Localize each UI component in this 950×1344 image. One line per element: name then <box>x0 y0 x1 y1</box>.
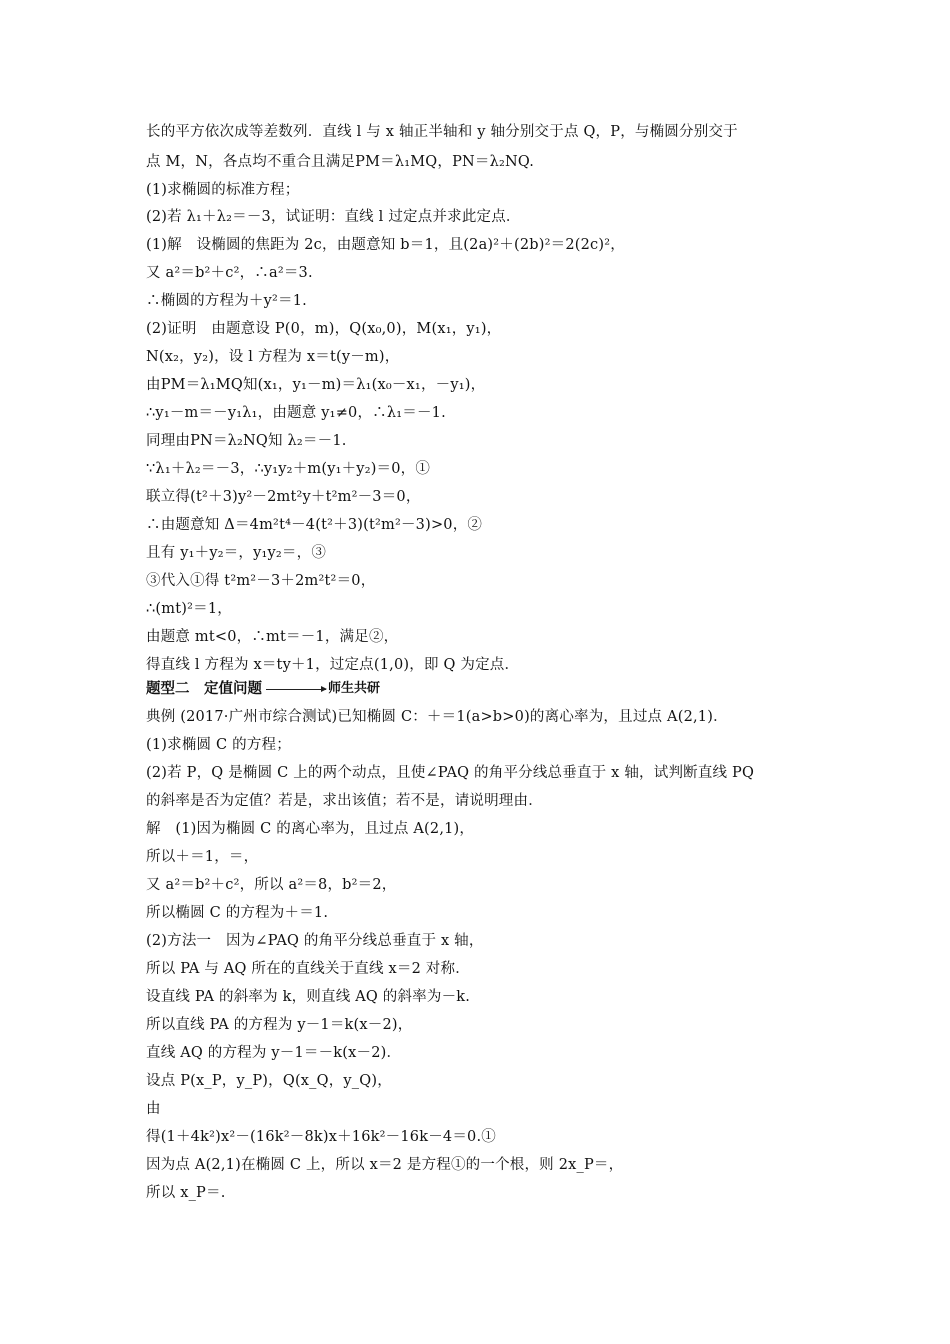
text-line: ∵λ₁＋λ₂＝－3，∴y₁y₂＋m(y₁＋y₂)＝0，① <box>146 461 431 477</box>
text-line: ∴y₁－m＝－y₁λ₁，由题意 y₁≠0，∴λ₁＝－1. <box>146 405 446 421</box>
text-line: 解 (1)因为椭圆 C 的离心率为，且过点 A(2,1)， <box>146 821 475 837</box>
text-line: 且有 y₁＋y₂＝，y₁y₂＝，③ <box>146 545 327 561</box>
text-line: 典例 (2017·广州市综合测试)已知椭圆 C：＋＝1(a>b>0)的离心率为，且过点 A(2,1)． <box>146 709 728 725</box>
section-tag: 师生共研 <box>328 681 381 696</box>
text-line: 设直线 PA 的斜率为 k，则直线 AQ 的斜率为－k. <box>146 989 471 1005</box>
text-line: 由PM＝λ₁MQ知(x₁，y₁－m)＝λ₁(x₀－x₁，－y₁)， <box>146 377 486 393</box>
text-line: 又 a²＝b²＋c²，∴a²＝3. <box>146 265 313 281</box>
text-line: (2)方法一 因为∠PAQ 的角平分线总垂直于 x 轴， <box>146 933 484 949</box>
text-line: 得(1＋4k²)x²－(16k²－8k)x＋16k²－16k－4＝0.① <box>146 1129 496 1145</box>
text-line: 所以直线 PA 的方程为 y－1＝k(x－2)， <box>146 1017 413 1033</box>
text-line: N(x₂，y₂)，设 l 方程为 x＝t(y－m)， <box>146 349 400 365</box>
text-line: (1)求椭圆 C 的方程； <box>146 737 291 753</box>
text-line: (2)若 P，Q 是椭圆 C 上的两个动点，且使∠PAQ 的角平分线总垂直于 x 轴，试判断直线 PQ <box>146 765 755 781</box>
text-line: 同理由PN＝λ₂NQ知 λ₂＝－1. <box>146 433 347 449</box>
text-line: ③代入①得 t²m²－3＋2m²t²＝0， <box>146 573 376 589</box>
text-line: 联立得(t²＋3)y²－2mt²y＋t²m²－3＝0， <box>146 489 421 505</box>
section-heading <box>146 679 380 699</box>
text-line: 所以 PA 与 AQ 所在的直线关于直线 x＝2 对称． <box>146 961 470 977</box>
text-line: (2)若 λ₁＋λ₂＝－3，试证明：直线 l 过定点并求此定点． <box>146 209 521 225</box>
section-title: 题型二 定值问题 <box>146 681 262 697</box>
text-line: 所以 x_P＝. <box>146 1185 226 1201</box>
text-line: (2)证明 由题意设 P(0，m)，Q(x₀,0)，M(x₁，y₁)， <box>146 321 502 337</box>
text-line: 长的平方依次成等差数列．直线 l 与 x 轴正半轴和 y 轴分别交于点 Q，P，与椭圆分别交于 <box>146 124 738 140</box>
text-line: 得直线 l 方程为 x＝ty＋1，过定点(1,0)，即 Q 为定点． <box>146 657 520 673</box>
text-line: (1)求椭圆的标准方程； <box>146 182 300 198</box>
text-line: (1)解 设椭圆的焦距为 2c，由题意知 b＝1，且(2a)²＋(2b)²＝2(2c)²， <box>146 237 625 253</box>
text-line: 因为点 A(2,1)在椭圆 C 上，所以 x＝2 是方程①的一个根，则 2x_P＝， <box>146 1157 624 1173</box>
text-line: 由题意 mt<0，∴mt＝－1，满足②， <box>146 629 399 645</box>
text-line: ∴(mt)²＝1， <box>146 601 232 617</box>
text-line: 所以＋＝1，＝， <box>146 849 259 865</box>
text-line: 设点 P(x_P，y_P)，Q(x_Q，y_Q)， <box>146 1073 392 1089</box>
text-line: ∴椭圆的方程为＋y²＝1. <box>146 293 307 309</box>
text-line: ∴由题意知 Δ＝4m²t⁴－4(t²＋3)(t²m²－3)>0，② <box>146 517 483 533</box>
text-line: 由 <box>146 1101 161 1117</box>
text-line: 直线 AQ 的方程为 y－1＝－k(x－2)． <box>146 1045 402 1061</box>
arrow-icon <box>266 689 326 690</box>
text-line: 的斜率是否为定值？若是，求出该值；若不是，请说明理由． <box>146 793 543 809</box>
text-line: 点 M，N，各点均不重合且满足PM＝λ₁MQ，PN＝λ₂NQ. <box>146 154 535 170</box>
text-line: 所以椭圆 C 的方程为＋＝1. <box>146 905 329 921</box>
text-line: 又 a²＝b²＋c²，所以 a²＝8，b²＝2， <box>146 877 397 893</box>
